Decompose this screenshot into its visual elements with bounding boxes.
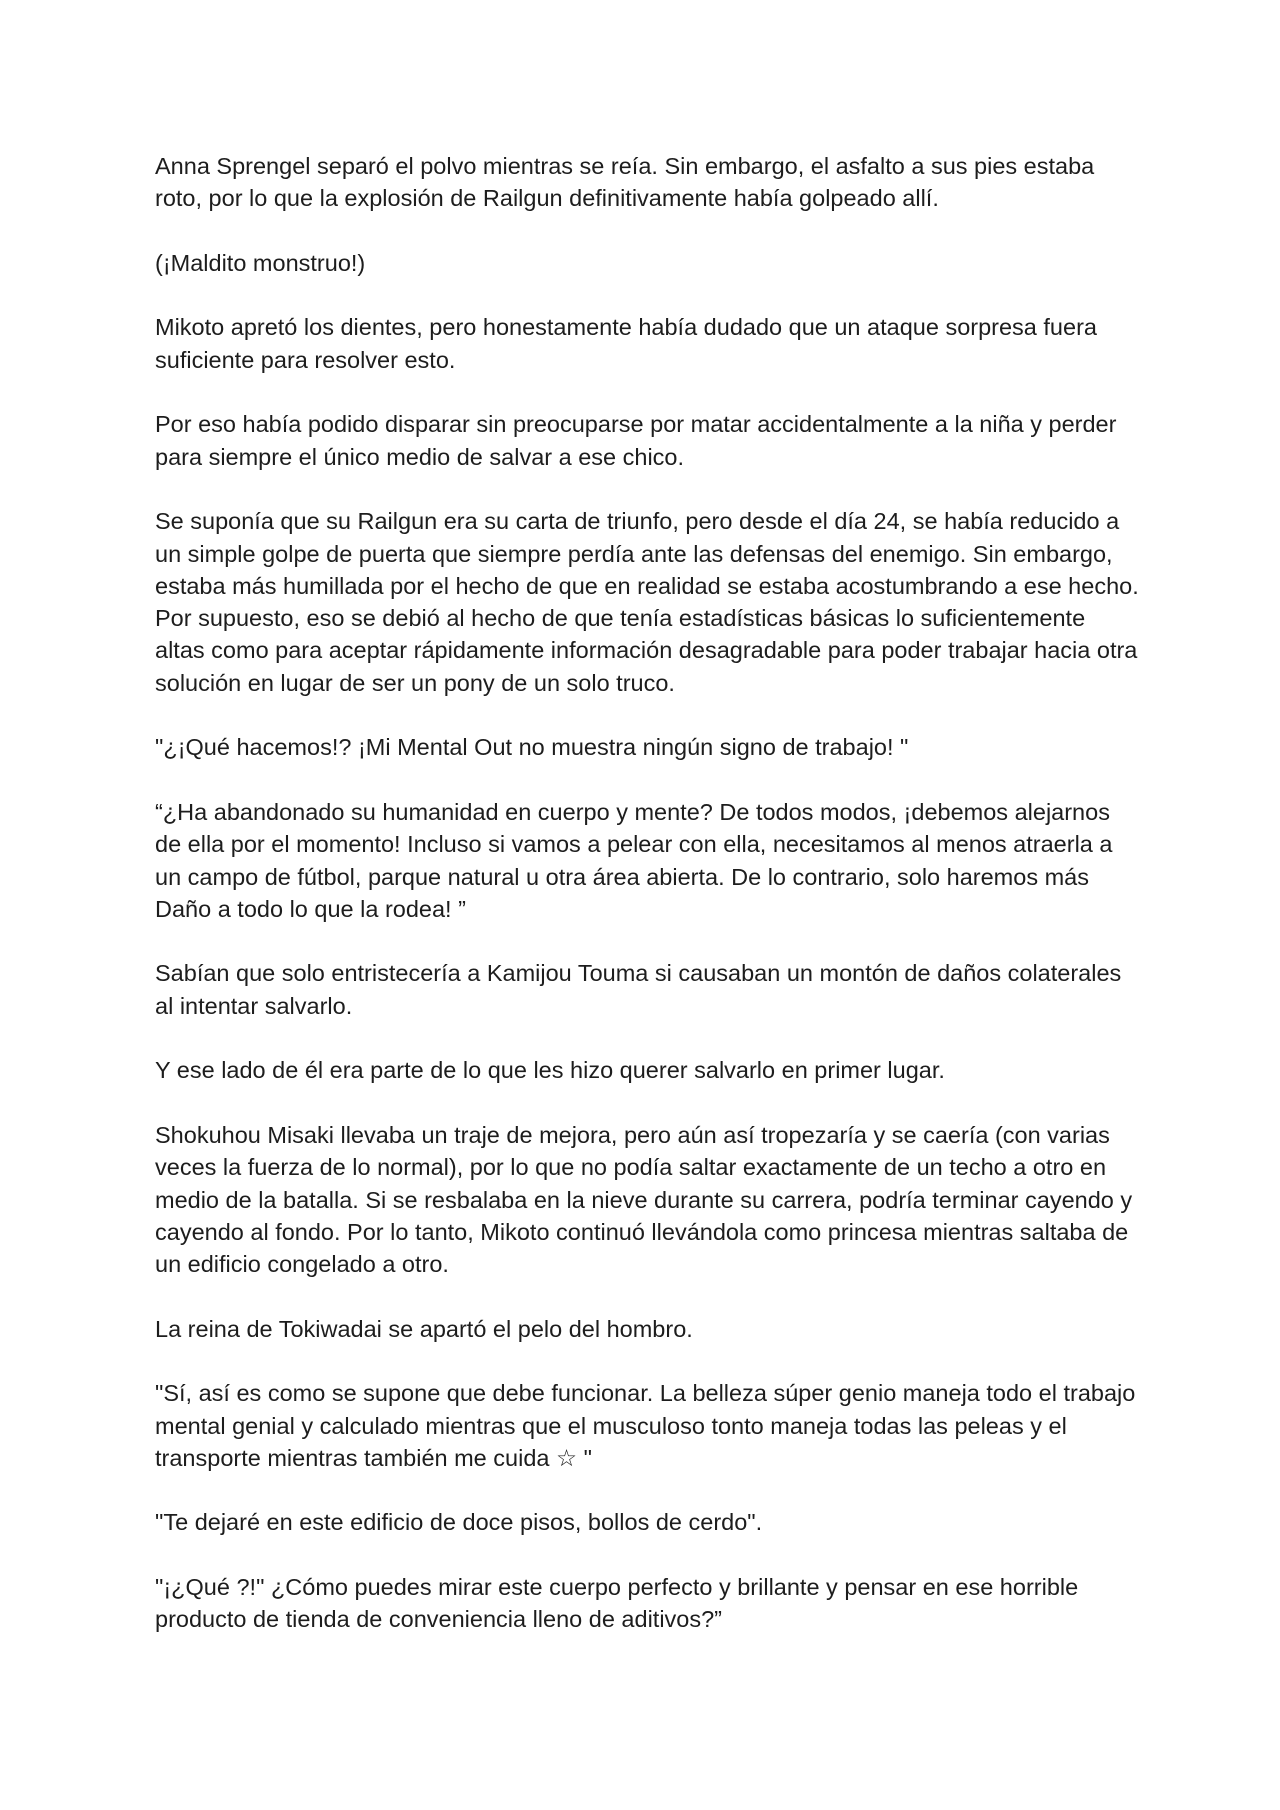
- paragraph: (¡Maldito monstruo!): [155, 249, 366, 276]
- paragraph: Shokuhou Misaki llevaba un traje de mejora, pero aún así tropezaría y se caería (con varias veces la fuerza de lo normal), por lo que no podía saltar exactamente de un techo a otro en medio de la batalla. Si se resbalaba en la nieve durante su carrera, podría terminar cayendo y cayendo al fondo. Por lo tanto, Mikoto continuó llevándola como princesa mientras saltaba de un edificio congelado a otro.: [155, 1121, 1133, 1278]
- paragraph: "Te dejaré en este edificio de doce pisos, bollos de cerdo".: [155, 1509, 763, 1536]
- paragraph: Se suponía que su Railgun era su carta de triunfo, pero desde el día 24, se había reducido a un simple golpe de puerta que siempre perdía ante las defensas del enemigo. Sin embargo, estaba más humillada por el hecho de que en realidad se estaba acostumbrando a ese hecho. Por supuesto, eso se debió al hecho de que tenía estadísticas básicas lo suficientemente altas como para aceptar rápidamente información desagradable para poder trabajar hacia otra solución en lugar de ser un pony de un solo truco.: [155, 508, 1139, 696]
- paragraph: "¿¡Qué hacemos!? ¡Mi Mental Out no muestra ningún signo de trabajo! ": [155, 734, 909, 761]
- document-body: [155, 150, 1140, 1668]
- paragraph: Por eso había podido disparar sin preocuparse por matar accidentalmente a la niña y perder para siempre el único medio de salvar a ese chico.: [155, 411, 1117, 470]
- paragraph: La reina de Tokiwadai se apartó el pelo del hombro.: [155, 1315, 693, 1342]
- paragraph: "Sí, así es como se supone que debe funcionar. La belleza súper genio maneja todo el trabajo mental genial y calculado mientras que el musculoso tonto maneja todas las peleas y el transporte mientras también me cuida ☆ ": [155, 1380, 1136, 1471]
- paragraph: Y ese lado de él era parte de lo que les hizo querer salvarlo en primer lugar.: [155, 1057, 945, 1084]
- paragraph: "¡¿Qué ?!" ¿Cómo puedes mirar este cuerpo perfecto y brillante y pensar en ese horrible producto de tienda de conveniencia lleno de aditivos?”: [155, 1574, 1079, 1633]
- paragraph: “¿Ha abandonado su humanidad en cuerpo y mente? De todos modos, ¡debemos alejarnos de ella por el momento! Incluso si vamos a pelear con ella, necesitamos al menos atraerla a un campo de fútbol, parque natural u otra área abierta. De lo contrario, solo haremos más Daño a todo lo que la rodea! ”: [155, 798, 1113, 922]
- paragraph: Anna Sprengel separó el polvo mientras se reía. Sin embargo, el asfalto a sus pies estaba roto, por lo que la explosión de Railgun definitivamente había golpeado allí.: [155, 153, 1095, 212]
- paragraph: Mikoto apretó los dientes, pero honestamente había dudado que un ataque sorpresa fuera suficiente para resolver esto.: [155, 314, 1097, 373]
- paragraph: Sabían que solo entristecería a Kamijou Touma si causaban un montón de daños colaterales al intentar salvarlo.: [155, 960, 1122, 1019]
